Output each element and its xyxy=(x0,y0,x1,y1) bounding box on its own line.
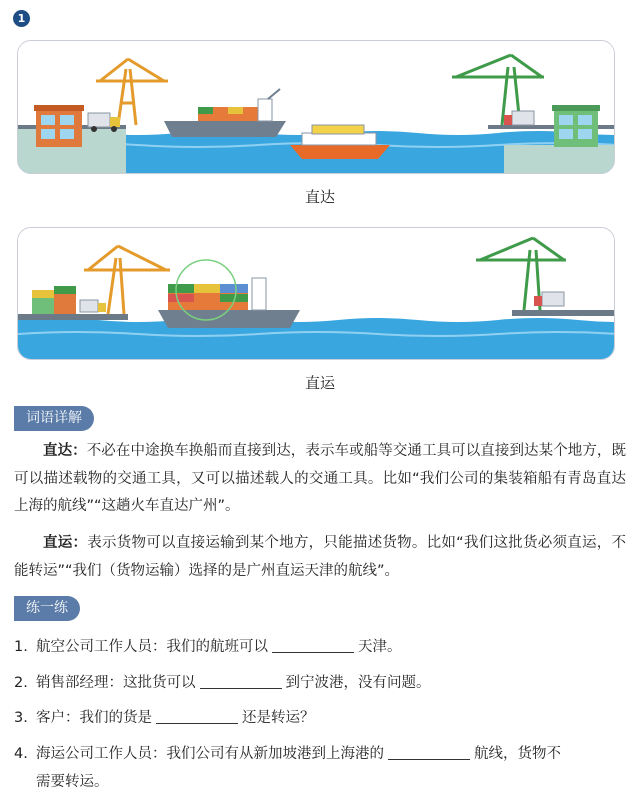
answer-blank[interactable] xyxy=(388,743,470,760)
vocab-definition: 表示货物可以直接运输到某个地方，只能描述货物。比如“我们这批货必须直运，不能转运”“我们（货物运输）选择的是广州直运天津的航线”。 xyxy=(14,535,627,579)
item-text-after: 还是转运？ xyxy=(242,710,315,726)
left-building xyxy=(36,109,82,147)
exercise-number-badge: 1 xyxy=(13,10,30,27)
vocab-definition: 不必在中途换车换船而直接到达，表示车或船等交通工具可以直接到达某个地方，既可以描述载物的交通工具，又可以描述载人的交通工具。比如“我们公司的集装箱船有青岛直达上海的航线”“这趟火车直达广州”。 xyxy=(14,443,627,514)
vocab-term: 直运： xyxy=(43,535,88,551)
vocab-section-tag: 词语详解 xyxy=(14,406,94,431)
item-text-after: 航线，货物不 xyxy=(474,746,561,762)
vocab-term: 直达： xyxy=(43,443,87,459)
right-dock xyxy=(512,310,615,316)
illustration-direct-shipping xyxy=(17,227,615,360)
figure-caption-shipping: 直运 xyxy=(304,374,335,392)
answer-blank[interactable] xyxy=(156,707,238,724)
item-number: 3. xyxy=(14,710,28,726)
practice-item-1 xyxy=(14,634,626,662)
sea-water xyxy=(18,318,615,360)
item-text-before: 航空公司工作人员：我们的航班可以 xyxy=(36,639,268,655)
answer-blank[interactable] xyxy=(200,672,282,689)
right-building xyxy=(554,109,598,147)
vocab-entry-direct xyxy=(14,438,626,521)
item-text-before: 销售部经理：这批货可以 xyxy=(36,675,196,691)
practice-item-4 xyxy=(14,741,626,796)
item-number: 1. xyxy=(14,639,28,655)
illustration-direct-passenger xyxy=(17,40,615,174)
practice-item-3 xyxy=(14,705,626,733)
practice-section-tag: 练一练 xyxy=(14,596,80,621)
item-number: 4. xyxy=(14,746,28,762)
right-pier xyxy=(504,145,615,174)
item-text-after: 到宁波港，没有问题。 xyxy=(285,675,431,691)
left-dock xyxy=(18,314,128,320)
figure-caption-direct: 直达 xyxy=(304,188,335,206)
harbor-scene-1 xyxy=(18,41,615,174)
item-text-after: 天津。 xyxy=(358,639,402,655)
vocab-entry-shipping xyxy=(14,530,626,585)
item-text-before: 客户：我们的货是 xyxy=(36,710,152,726)
harbor-scene-2 xyxy=(18,228,615,360)
practice-item-2 xyxy=(14,670,626,698)
item-number: 2. xyxy=(14,675,28,691)
item-text-continued: 需要转运。 xyxy=(36,773,109,790)
item-text-before: 海运公司工作人员：我们公司有从新加坡港到上海港的 xyxy=(36,746,384,762)
answer-blank[interactable] xyxy=(272,636,354,653)
